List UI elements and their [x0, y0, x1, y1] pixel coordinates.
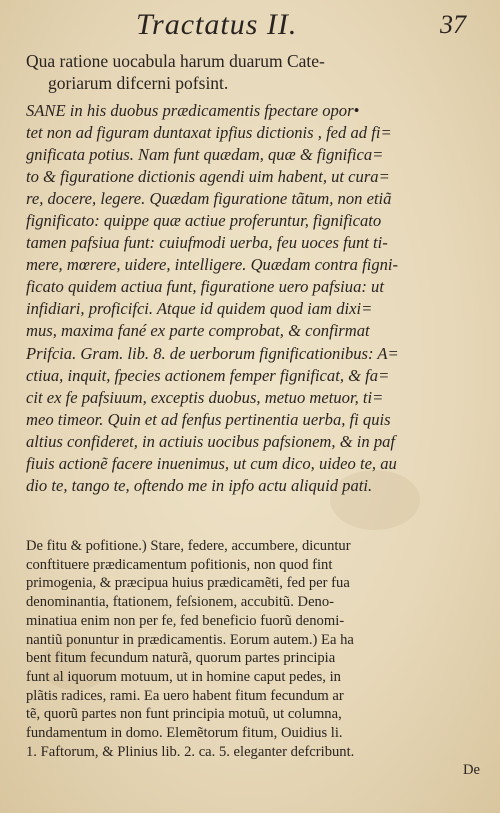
commentary-line: tẽ, quorũ partes non funt principia motuũ, ut columna,	[26, 706, 342, 723]
commentary-text	[26, 537, 488, 780]
main-text-line: mus, maxima fané ex parte comprobat, & confirmat	[26, 321, 370, 341]
page-header	[0, 8, 500, 42]
commentary-line: bent fitum fecundum naturã, quorum partes principia	[26, 650, 336, 667]
main-text-line: gnificata potius. Nam funt quædam, quæ & fignifica=	[26, 145, 384, 165]
main-text-line: to & figuratione dictionis agendi uim habent, ut cura=	[26, 167, 390, 187]
main-text-line: tet non ad figuram duntaxat ipfius dictionis , fed ad fi=	[26, 123, 392, 143]
commentary-line: nantiũ ponuntur in prædicamentis. Eorum autem.) Ea ha	[26, 631, 354, 648]
section-title	[26, 50, 486, 94]
main-text-line: cit ex fe pafsiuum, exceptis duobus, metuo metuor, ti=	[26, 387, 384, 407]
commentary-line: minatiua enim non per fe, fed beneficio fuorũ denomi-	[26, 612, 345, 629]
running-head: Tractatus II.	[136, 8, 298, 41]
commentary-line: denominantia, ftationem, feſsionem, accubitũ. Deno-	[26, 594, 334, 611]
commentary-line: plãtis radices, rami. Ea uero habent fitum fecundum ar	[26, 687, 344, 704]
main-text-line: altius confideret, in actiuis uocibus pafsionem, & in paf	[26, 431, 396, 451]
page-number: 37	[440, 10, 466, 39]
commentary-line: funt al iquorum motuum, ut in homine caput pedes, in	[26, 668, 341, 685]
main-text-line: dio te, tango te, oftendo me in ipfo actu aliquid pati.	[26, 475, 373, 495]
main-text-line: mere, mœrere, uidere, intelligere. Quædam contra figni-	[26, 255, 399, 275]
commentary-line: 1. Faftorum, & Plinius lib. 2. ca. 5. eleganter defcribunt.	[26, 743, 355, 760]
main-text-line: fignificato: quippe quæ actiue proferuntur, fignificato	[26, 211, 382, 231]
main-text-line: Prifcia. Gram. lib. 8. de uerborum fignificationibus: A=	[26, 343, 399, 363]
main-text-line: meo timeor. Quin et ad fenfus pertinentia uerba, fi quis	[26, 409, 391, 429]
commentary-line: primogenia, & præcipua huius prædicamẽti, fed per fua	[26, 575, 350, 592]
section-title-line: Qua ratione uocabula harum duarum Cate-	[26, 51, 325, 71]
commentary-line: conftituere prædicamentum pofitionis, non quod fint	[26, 556, 333, 573]
catchword: De	[462, 762, 480, 779]
main-text-line: ficato quidem actiua funt, figuratione uero pafsiua: ut	[26, 277, 384, 297]
commentary-line: De fitu & pofitione.) Stare, federe, accumbere, dicuntur	[26, 538, 351, 554]
main-text-line: fiuis actionẽ facere inuenimus, ut cum dico, uideo te, au	[26, 453, 397, 473]
main-text-line: ctiua, inquit, fpecies actionem femper fignificat, & fa=	[26, 365, 390, 385]
main-text-line: infidiari, proficifci. Atque id quidem quod iam dixi=	[26, 299, 373, 319]
main-text-line: SANE in his duobus prædicamentis fpectare opor•	[26, 101, 360, 120]
main-text-line: tamen pafsiua funt: cuiufmodi uerba, feu uoces funt ti-	[26, 233, 388, 253]
main-text-line: re, docere, legere. Quædam figuratione tãtum, non etiã	[26, 189, 392, 209]
commentary-line: fundamentum in domo. Elemẽtorum fitum, Ouidius li.	[26, 725, 343, 742]
main-text	[26, 100, 488, 497]
section-title-line: goriarum difcerni pofsint.	[48, 73, 229, 93]
